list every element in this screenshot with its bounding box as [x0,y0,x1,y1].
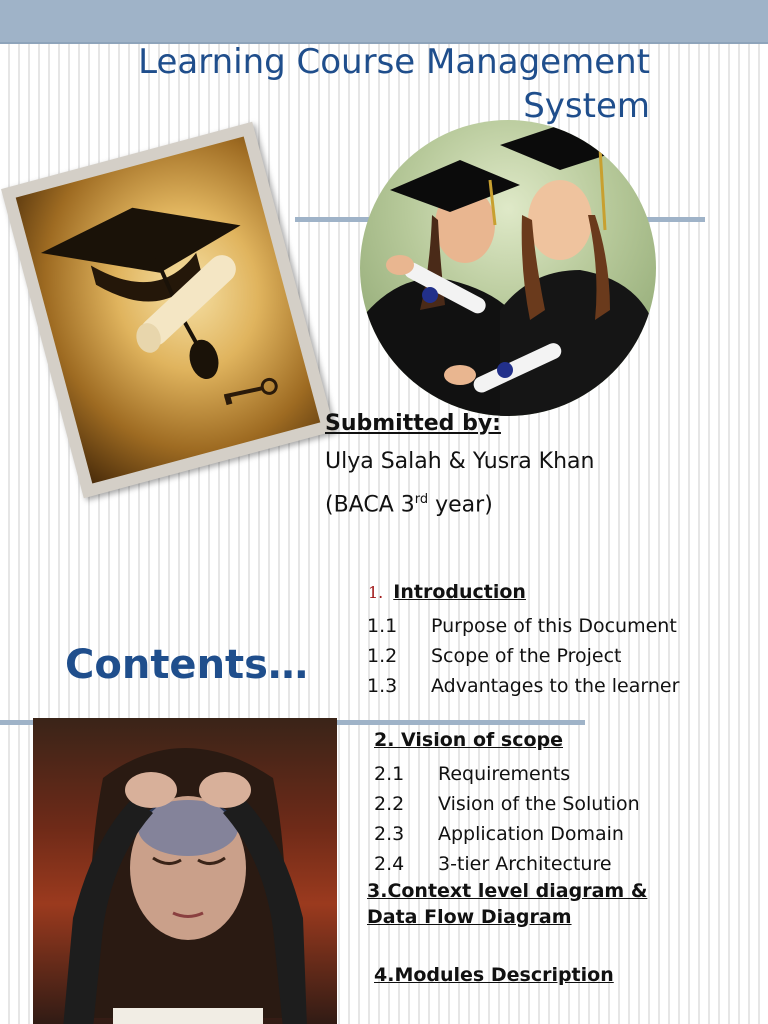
toc-section-2-items [374,759,640,879]
section-1-number: 1. [368,583,384,602]
item-number: 2.4 [374,853,405,875]
item-number: 2.3 [374,823,405,845]
section-1-title: Introduction [393,581,526,603]
section-4-title: 4.Modules Description [374,964,614,986]
item-label: Requirements [438,763,571,785]
item-number: 1.1 [367,615,398,637]
item-label: Advantages to the learner [431,675,680,697]
list-item [367,641,679,671]
class-prefix: (BACA 3 [325,492,415,518]
list-item [374,819,640,849]
item-label: Scope of the Project [431,645,622,667]
class-year [325,481,594,524]
authors: Ulya Salah & Yusra Khan [325,449,595,474]
graduates-photo [360,120,656,416]
toc-section-4 [374,964,614,986]
graduation-cap-photo [1,122,335,498]
toc-section-3 [367,878,647,930]
section-3-title-line1: 3.Context level diagram & [367,880,648,902]
list-item [374,849,640,879]
stressed-student-photo [33,718,337,1024]
item-label: Purpose of this Document [431,615,677,637]
section-2-title: 2. Vision of scope [374,729,563,751]
submitted-by-label: Submitted by: [325,411,501,436]
list-item [374,789,640,819]
ordinal-suffix: rd [414,492,429,507]
toc-section-1-items [367,611,679,701]
item-number: 2.1 [374,763,405,785]
contents-slide [0,577,768,1024]
item-label: Vision of the Solution [438,793,640,815]
item-number: 1.2 [367,645,398,667]
class-suffix: year) [428,492,493,518]
item-label: 3-tier Architecture [438,853,612,875]
list-item [374,759,640,789]
list-item [367,671,679,701]
item-number: 2.2 [374,793,405,815]
item-label: Application Domain [438,823,624,845]
slide-title: Learning Course Management System [138,42,650,126]
submission-info [325,405,594,524]
item-number: 1.3 [367,675,398,697]
contents-heading: Contents… [65,642,308,688]
list-item [367,611,679,641]
top-banner [0,0,768,44]
toc-section-2 [374,729,563,751]
section-3-title-line2: Data Flow Diagram [367,906,572,928]
toc-section-1 [368,581,526,603]
